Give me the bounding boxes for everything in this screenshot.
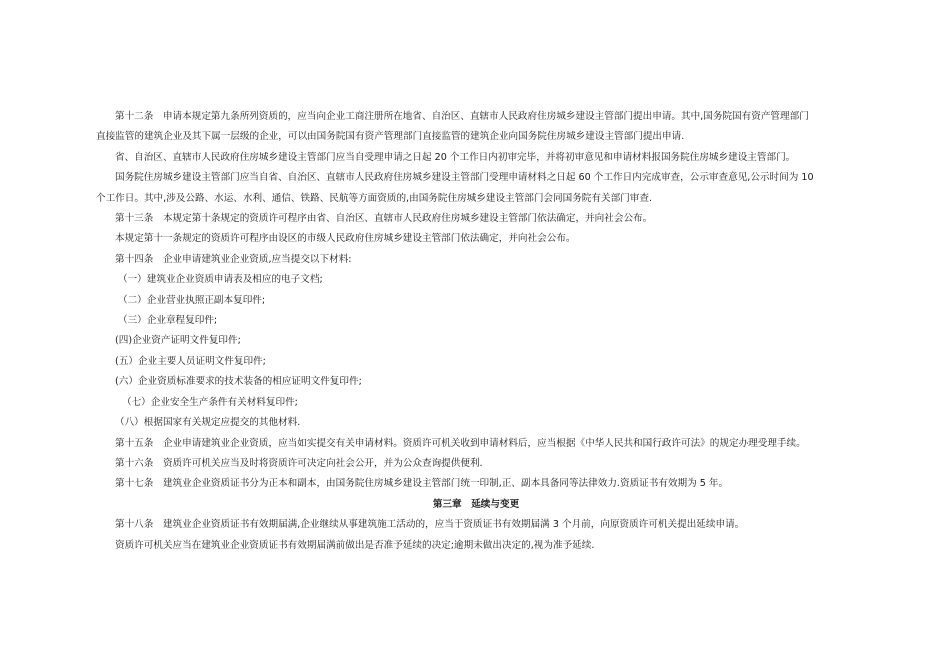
article-18: 第十八条 建筑业企业资质证书有效期届满,企业继续从事建筑施工活动的，应当于资质证书有效期届满 3 个月前，向原资质许可机关提出延续申请。 <box>115 519 745 531</box>
article-14: 第十四条 企业申请建筑业企业资质,应当提交以下材料: <box>115 253 352 265</box>
article-15: 第十五条 企业申请建筑业企业资质，应当如实提交有关申请材料。资质许可机关收到申请材料后，应当根据《中华人民共和国行政许可法》的规定办理受理手续。 <box>115 437 806 449</box>
article-12-para-3-line-2: 个工作日。其中,涉及公路、水运、水利、通信、铁路、民航等方面资质的,由国务院住房城乡建设主管部门会同国务院有关部门审查. <box>96 192 652 204</box>
article-12-para-2: 省、自治区、直辖市人民政府住房城乡建设主管部门应当自受理申请之日起 20 个工作日内初审完毕，并将初审意见和申请材料报国务院住房城乡建设主管部门。 <box>115 151 796 163</box>
article-13: 第十三条 本规定第十条规定的资质许可程序由省、自治区、直辖市人民政府住房城乡建设主管部门依法确定，并向社会公布。 <box>115 213 653 225</box>
article-12-line-2: 直接监管的建筑企业及其下属一层级的企业，可以由国务院国有资产管理部门直接监管的建筑企业向国务院住房城乡建设主管部门提出申请. <box>96 131 685 143</box>
article-14-item-2: （二）企业营业执照正副本复印件; <box>118 294 266 306</box>
article-14-item-7: （七）企业安全生产条件有关材料复印件; <box>122 396 298 408</box>
article-14-item-6: (六）企业资质标准要求的技术装备的相应证明文件复印件; <box>115 376 362 388</box>
article-14-item-3: （三）企业章程复印件; <box>118 315 218 327</box>
article-14-item-4: (四)企业资产证明文件复印件; <box>115 335 241 347</box>
article-14-item-8: （八）根据国家有关规定应提交的其他材料. <box>115 417 301 429</box>
chapter-3-heading: 第三章 延续与变更 <box>432 498 520 510</box>
article-13-para-2: 本规定第十一条规定的资质许可程序由设区的市级人民政府住房城乡建设主管部门依法确定，并向社会公布。 <box>115 233 576 245</box>
article-14-item-1: （一）建筑业企业资质申请表及相应的电子文档; <box>118 274 323 286</box>
article-12-para-3-line-1: 国务院住房城乡建设主管部门应当自省、自治区、直辖市人民政府住房城乡建设主管部门受理申请材料之日起 60 个工作日内完成审查，公示审查意见,公示时间为 10 <box>115 172 814 184</box>
article-16: 第十六条 资质许可机关应当及时将资质许可决定向社会公开，并为公众查询提供便利. <box>115 457 483 469</box>
article-18-para-2: 资质许可机关应当在建筑业企业资质证书有效期届满前做出是否准予延续的决定;逾期未做出决定的,视为准予延续. <box>115 539 595 551</box>
article-14-item-5: (五）企业主要人员证明文件复印件; <box>115 355 266 367</box>
article-12-line-1: 第十二条 申请本规定第九条所列资质的，应当向企业工商注册所在地省、自治区、直辖市人民政府住房城乡建设主管部门提出申请。其中,国务院国有资产管理部门 <box>115 111 809 122</box>
article-17: 第十七条 建筑业企业资质证书分为正本和副本，由国务院住房城乡建设主管部门统一印制,正、副本具备同等法律效力.资质证书有效期为 5 年。 <box>115 478 729 490</box>
document-page <box>96 107 856 556</box>
